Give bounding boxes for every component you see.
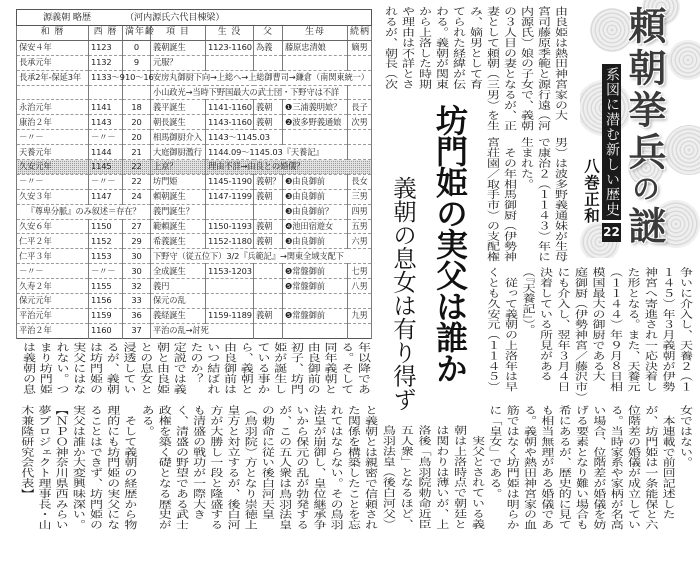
article-column: と義朝とは親密で信頼され [362, 405, 377, 530]
table-cell: 義朝？ [254, 174, 283, 189]
table-cell: ❸由良御前？ [283, 204, 348, 219]
article-column: は義朝の息 [20, 342, 35, 394]
article-column: 年以降であ [355, 342, 370, 394]
table-row [17, 145, 372, 160]
article-column: 朝は上洛時点で朝廷と [451, 425, 467, 529]
article-column: も清盛の戦功が一際大き [190, 405, 206, 520]
article-column: 方が大勝し一段と隆盛する [207, 405, 223, 530]
article-column: 由良御前の [304, 342, 320, 394]
article-column: まり坊門姫 [36, 342, 52, 394]
table-cell: 長女 [348, 174, 372, 189]
table-cell [206, 55, 254, 70]
article-column: も相当無理がある婚儀であ [538, 405, 554, 530]
table-row [17, 323, 372, 338]
table-cell: 1152-1180 [206, 234, 254, 249]
article-column: 妻として頼朝（三男）を生 [484, 6, 499, 131]
table-cell: 頼朝誕生 [151, 189, 206, 204]
table-cell: 朝長誕生 [151, 115, 206, 130]
article-column: れてはならない。その鳥羽 [327, 405, 343, 530]
article-column: は関わりは薄いが、上 [433, 425, 449, 529]
table-cell: 保元元年 [17, 294, 89, 309]
article-column: る。当時家系や家柄が名高 [607, 405, 623, 530]
chronology-table-body [17, 40, 372, 338]
table-row [17, 204, 372, 219]
column-header: 満年齢 [123, 26, 151, 41]
table-cell: 1123-1160 [206, 40, 254, 55]
chronology-table [16, 9, 372, 339]
series-title-char: の [628, 174, 661, 206]
article-column: いから保元の乱が勃発する [293, 405, 309, 530]
article-column: 女ではない。 [677, 405, 692, 468]
main-headline: 坊門姫の実父は誰か [431, 104, 469, 383]
article-column: 実父にはな [70, 342, 86, 394]
table-cell: ❶三浦義明娘？ [283, 100, 348, 115]
table-cell: 平治元年 [17, 308, 89, 323]
table-cell: 37 [123, 323, 151, 338]
article-column: 争いに介入し、天養２（１ [677, 267, 692, 392]
table-cell: 義円 [151, 279, 206, 294]
table-cell: 天養元年 [17, 145, 89, 160]
article-column: 決着している所見がある [537, 267, 552, 382]
table-cell: ❸由良御前 [283, 174, 348, 189]
table-cell [254, 323, 283, 338]
table-cell: 33 [123, 294, 151, 309]
table-cell: 1147-1199 [206, 189, 254, 204]
article-column: いつ結ばれ [204, 342, 220, 394]
table-cell: 藤原忠清娘 [283, 40, 348, 55]
table-cell [348, 145, 372, 160]
table-cell: 1144.09～1145.03『天養記』 [206, 145, 348, 160]
article-column: 姫が誕生し [271, 342, 287, 394]
article-column: 木兼隆研究会代表】 [18, 405, 34, 499]
table-cell [17, 85, 89, 100]
series-title-char: 兵 [622, 132, 667, 174]
table-cell: 久寿２年 [17, 279, 89, 294]
table-cell: 1145-1190 [206, 174, 254, 189]
article-column: にも介入し、翌年３月４日 [554, 267, 570, 392]
article-column: れない。つ [53, 342, 69, 394]
table-cell: 範頼誕生 [151, 219, 206, 234]
article-column: ている事か [254, 342, 270, 394]
article-column: 鳥羽法皇（後白河父） [379, 425, 395, 529]
column-header: 生 没 [206, 26, 254, 41]
table-cell: ❸由良御前 [283, 234, 348, 249]
article-column: 由良姫は熱田神宮家の大 [552, 6, 567, 121]
table-cell: 下野守（従五位下）3/2『兵範記』→関東全域支配下 [151, 249, 372, 264]
article-block-bottom-left [17, 405, 378, 545]
table-cell: 10～16 [123, 70, 151, 85]
table-cell: 1156 [89, 294, 123, 309]
table-row [17, 219, 372, 234]
table-cell: 義朝 [254, 115, 283, 130]
table-cell: 希義誕生 [151, 234, 206, 249]
table-cell [206, 294, 254, 309]
article-column: 定説では義 [170, 342, 186, 394]
table-cell: 1150 [89, 219, 123, 234]
article-column: わる。義朝が関東 [433, 6, 448, 90]
article-column: 内源氏）娘の子女で、義朝 [518, 6, 533, 131]
table-cell [206, 204, 254, 219]
table-cell: 1152 [89, 234, 123, 249]
article-column: その年相馬御厨（伊勢神 [501, 137, 516, 262]
article-column: ら、義朝と [237, 342, 253, 394]
table-cell: 仁平２年 [17, 234, 89, 249]
table-cell: 三男 [348, 189, 372, 204]
table-cell: 20 [123, 130, 151, 145]
table-cell: 義朝誕生 [151, 40, 206, 55]
column-header: 続柄 [348, 26, 372, 41]
article-column: 宮荘園／取手市）の支配権 [484, 137, 499, 262]
article-column: み、嫡男として育 [467, 6, 482, 90]
series-subtitle: 系図に潜む新しい歴史 [602, 64, 621, 220]
article-column: の３人目の妻となるが、正 [501, 6, 516, 131]
article-column: くとも久安元（１１４５） [484, 267, 500, 392]
article-column: 宮司藤原季範と源行遠（河 [535, 6, 550, 131]
column-header: 生母 [283, 26, 348, 41]
table-cell: 22 [123, 160, 151, 175]
table-cell: 八男 [348, 279, 372, 294]
table-cell: 1160 [89, 323, 123, 338]
article-block-bottom-right [485, 405, 693, 545]
table-header-row [17, 26, 372, 41]
article-column: た関係を構築したことを忘 [344, 405, 360, 530]
table-cell [254, 294, 283, 309]
table-cell: 永治元年 [17, 100, 89, 115]
table-cell [254, 264, 283, 279]
table-cell: 小山政光→当時下野国最大の武士団・下野守は不詳 [151, 85, 348, 100]
table-cell [283, 55, 348, 70]
column-header: 父 [254, 26, 283, 41]
article-column: 本連載で前回記述した [659, 405, 675, 520]
article-column: そして義朝の経歴から物 [121, 405, 137, 530]
table-cell: 仁平３年 [17, 249, 89, 264]
article-column: 希にあるが、歴史的に見て [555, 405, 571, 530]
table-cell: 長子 [348, 100, 372, 115]
table-row [17, 189, 372, 204]
table-cell: 康治２年 [17, 115, 89, 130]
series-title-char: 挙 [622, 90, 667, 132]
article-column: 従って義朝の上洛年は早 [502, 267, 517, 392]
table-cell: ❺常盤御前 [283, 264, 348, 279]
article-column: れるが、朝長（次 [382, 6, 397, 90]
table-row [17, 55, 372, 70]
article-column: 五人衆」となるほど、 [397, 425, 413, 529]
table-cell: 20 [123, 115, 151, 130]
table-cell [348, 323, 372, 338]
table-row [17, 264, 372, 279]
article-column: との息女と [137, 342, 153, 394]
article-column: 由良御前は [221, 342, 236, 394]
table-row [17, 85, 372, 100]
article-column: から上洛した時期 [416, 6, 431, 90]
table-cell: －〃－ [17, 264, 89, 279]
table-row [17, 130, 372, 145]
article-column: たのか？ [187, 342, 203, 384]
table-cell [283, 323, 348, 338]
table-cell: 義朝 [254, 100, 283, 115]
table-cell: 義朝 [254, 219, 283, 234]
table-cell: 32 [123, 279, 151, 294]
installment-number: 22 [602, 223, 621, 242]
swirl-icon [664, 125, 700, 175]
article-block-middle-right [483, 267, 693, 407]
table-cell: ❸由良御前 [283, 189, 348, 204]
table-cell: ❺常盤御前 [283, 308, 348, 323]
table-cell: 長承2年-保延3年 [17, 70, 89, 85]
column-header: 西 暦 [89, 26, 123, 41]
table-cell [283, 130, 348, 145]
table-row [17, 100, 372, 115]
table-row [17, 294, 372, 309]
table-cell [348, 55, 372, 70]
table-row [17, 40, 372, 55]
article-column: 洛後「鳥羽院勅命近臣 [415, 425, 431, 529]
table-cell: －〃－ [89, 264, 123, 279]
table-row [17, 308, 372, 323]
table-cell: 大庭御厨濫行 [151, 145, 206, 160]
table-cell [254, 204, 283, 219]
table-cell [123, 85, 151, 100]
article-column: ることはできず、坊門姫の [87, 405, 102, 530]
table-cell: 1144 [89, 145, 123, 160]
table-cell: －〃－ [17, 130, 89, 145]
table-cell: ❺常盤御前 [283, 279, 348, 294]
table-cell: 29 [123, 234, 151, 249]
article-column: 筋ではなく坊門姫は明らか [503, 405, 519, 530]
article-block-bottom-center [378, 425, 485, 565]
table-cell: 1143 [89, 115, 123, 130]
article-column: の勅命に従い後白河天皇 [258, 405, 274, 520]
table-cell: －〃－ [17, 174, 89, 189]
table-cell: 理由不詳→由良との婚儀？ [206, 160, 372, 175]
article-column: が、坊門姫は一条能保と六 [642, 405, 658, 530]
table-cell [348, 85, 372, 100]
article-column: い場合、位階差が婚儀を妨 [590, 405, 606, 530]
table-title-cell [17, 10, 372, 26]
article-column: 法皇が崩御し、皇位継承争 [310, 405, 326, 530]
article-column: 男）は波多野義通妹が生母 [552, 137, 567, 262]
column-header: 項 目 [151, 26, 206, 41]
table-cell: ❹池田宿遊女 [283, 219, 348, 234]
table-row [17, 234, 372, 249]
table-cell: 久安６年 [17, 219, 89, 234]
table-cell: 平治の乱→討死 [151, 323, 254, 338]
table-row [17, 249, 372, 264]
table-row [17, 279, 372, 294]
article-column: （１１４４）年９月８日相 [607, 267, 622, 392]
column-header: 和 暦 [17, 26, 89, 41]
table-cell: 30 [123, 249, 151, 264]
table-cell: 坊門姫 [151, 174, 206, 189]
table-cell: 1155 [89, 279, 123, 294]
article-column: １４５）年３月義朝が伊勢 [659, 267, 675, 392]
table-subtitle: （河内源氏六代目棟梁） [124, 12, 225, 23]
table-cell: 30 [123, 264, 151, 279]
article-column: 理的にも坊門姫の実父にな [104, 405, 120, 530]
article-column: 位階差の婚儀が成立してい [625, 405, 641, 530]
table-cell [348, 294, 372, 309]
table-cell: 七男 [348, 264, 372, 279]
article-column: る。そして [338, 342, 354, 394]
article-column: 皇方と対立するが、後白河 [224, 405, 240, 530]
table-cell: 1143-1160 [206, 115, 254, 130]
article-column: く、清盛の野望である武士 [172, 405, 188, 530]
table-title-row [17, 10, 372, 26]
series-title-char: 頼 [622, 6, 667, 48]
article-column: 政権を築く礎となる歴史が [155, 405, 171, 530]
table-cell: 1145 [89, 160, 123, 175]
table-cell: 元服？ [151, 55, 206, 70]
article-column: （鳥羽院）方となり崇徳上 [241, 405, 257, 530]
table-cell: 1132 [89, 55, 123, 70]
table-cell: 0 [123, 40, 151, 55]
table-cell: 四男 [348, 204, 372, 219]
article-block-top [381, 6, 568, 146]
article-column: てられた経緯が伝 [450, 6, 465, 90]
article-column: 神宮へ寄進され一応決着し [642, 267, 657, 392]
sub-headline: 義朝の息女は有り得ず [389, 176, 417, 411]
table-cell [89, 85, 123, 100]
table-cell: 1159-1189 [206, 308, 254, 323]
article-column: る。義朝や熱田神宮家の血 [521, 405, 537, 530]
article-column: 実父とされている義 [469, 425, 484, 529]
table-cell: 21 [123, 145, 151, 160]
table-cell: 36 [123, 308, 151, 323]
article-column: た形となる。また、天養元 [624, 267, 640, 392]
series-title [621, 6, 667, 248]
table-cell: 平治２年 [17, 323, 89, 338]
article-column: に「皇女」である。 [486, 405, 502, 499]
table-cell: 1153-1203 [206, 264, 254, 279]
author-name: 八巻正和 [582, 158, 601, 224]
swirl-icon [668, 40, 700, 80]
table-cell: 相馬御厨介入 [151, 130, 206, 145]
table-cell: 長承元年 [17, 55, 89, 70]
table-cell: 久安３年 [17, 189, 89, 204]
series-title-char: 朝 [622, 48, 667, 90]
table-cell: 義経誕生 [151, 308, 206, 323]
table-cell: 1141-1160 [206, 100, 254, 115]
table-cell: 為義 [254, 40, 283, 55]
table-cell: 27 [123, 219, 151, 234]
table-cell: －〃－ [89, 174, 123, 189]
article-column: ある。 [138, 405, 154, 437]
article-column: 朝と由良姫 [154, 342, 169, 394]
article-column: は坊門姫の [87, 342, 102, 394]
table-cell [283, 294, 348, 309]
table-cell: 18 [123, 100, 151, 115]
article-column: や理由は不詳とさ [399, 6, 414, 90]
table-cell: 1147 [89, 189, 123, 204]
table-cell: 1133～9 [89, 70, 123, 85]
table-cell: 義朝 [254, 308, 283, 323]
table-row [17, 160, 372, 175]
table-cell: 義朝 [254, 189, 283, 204]
table-cell: ❷波多野義通娘 [283, 115, 348, 130]
table-cell: 全成誕生 [151, 264, 206, 279]
article-column: （『天養記』）。 [519, 267, 535, 335]
table-cell [206, 279, 254, 294]
table-cell: 六男 [348, 234, 372, 249]
table-row [17, 115, 372, 130]
table-cell: 義朝 [254, 234, 283, 249]
article-column: 模国最大の御厨である大 [589, 267, 605, 382]
table-cell: 1150-1193 [206, 219, 254, 234]
article-column: 生まれた。 [518, 137, 533, 189]
article-column: で康治２（１１４３）年に [535, 137, 550, 262]
table-cell: 嫡男 [348, 40, 372, 55]
article-column: 実父は誰か大変興味深い。 [69, 405, 85, 530]
article-column: 同年義朝と [321, 342, 337, 394]
table-cell: －〃－ [89, 130, 123, 145]
series-title-char: 謎 [622, 206, 667, 248]
table-cell: 五男 [348, 219, 372, 234]
table-cell: 保安４年 [17, 40, 89, 55]
table-cell [254, 279, 283, 294]
article-column: 【ＮＰＯ神奈川県西みらい [52, 405, 68, 530]
table-cell [254, 55, 283, 70]
table-cell: 1123 [89, 40, 123, 55]
table-cell: 久安元年 [17, 160, 89, 175]
table-cell: 安房丸御厨下向→上総へ→上総御曹司→鎌倉（南関東統一） [151, 70, 372, 85]
table-row [17, 174, 372, 189]
article-column: げる要素となり難い場合も [573, 405, 589, 530]
table-cell: 『尊卑分脈』のみ叙述＝存在？ [17, 204, 151, 219]
table-cell: 1143～1145.03 [206, 130, 283, 145]
article-column: るが、義朝 [103, 342, 119, 394]
article-block-top-2 [483, 137, 568, 277]
article-column: 初子、坊門 [288, 342, 303, 394]
article-column: 浸透してい [120, 342, 136, 394]
table-cell: 義門誕生？ [151, 204, 206, 219]
table-cell: 上京？ [151, 160, 206, 175]
article-column: 庭御厨（伊勢神宮／藤沢市） [572, 267, 587, 403]
table-cell: 1141 [89, 100, 123, 115]
table-cell: 次男 [348, 115, 372, 130]
article-column: 夢プロジェクト理事長・山 [35, 405, 51, 530]
table-row [17, 70, 372, 85]
table-cell: 1153 [89, 249, 123, 264]
table-cell: 1159 [89, 308, 123, 323]
table-cell [348, 130, 372, 145]
table-cell: 義平誕生 [151, 100, 206, 115]
table-cell: 24 [123, 189, 151, 204]
table-cell: 9 [123, 55, 151, 70]
article-column: が、この五人衆は鳥羽法皇 [276, 405, 292, 530]
table-title: 源義朝 略歴 [43, 12, 91, 23]
table-cell: 九男 [348, 308, 372, 323]
table-cell: 保元の乱 [151, 294, 206, 309]
table-cell: 22 [123, 174, 151, 189]
